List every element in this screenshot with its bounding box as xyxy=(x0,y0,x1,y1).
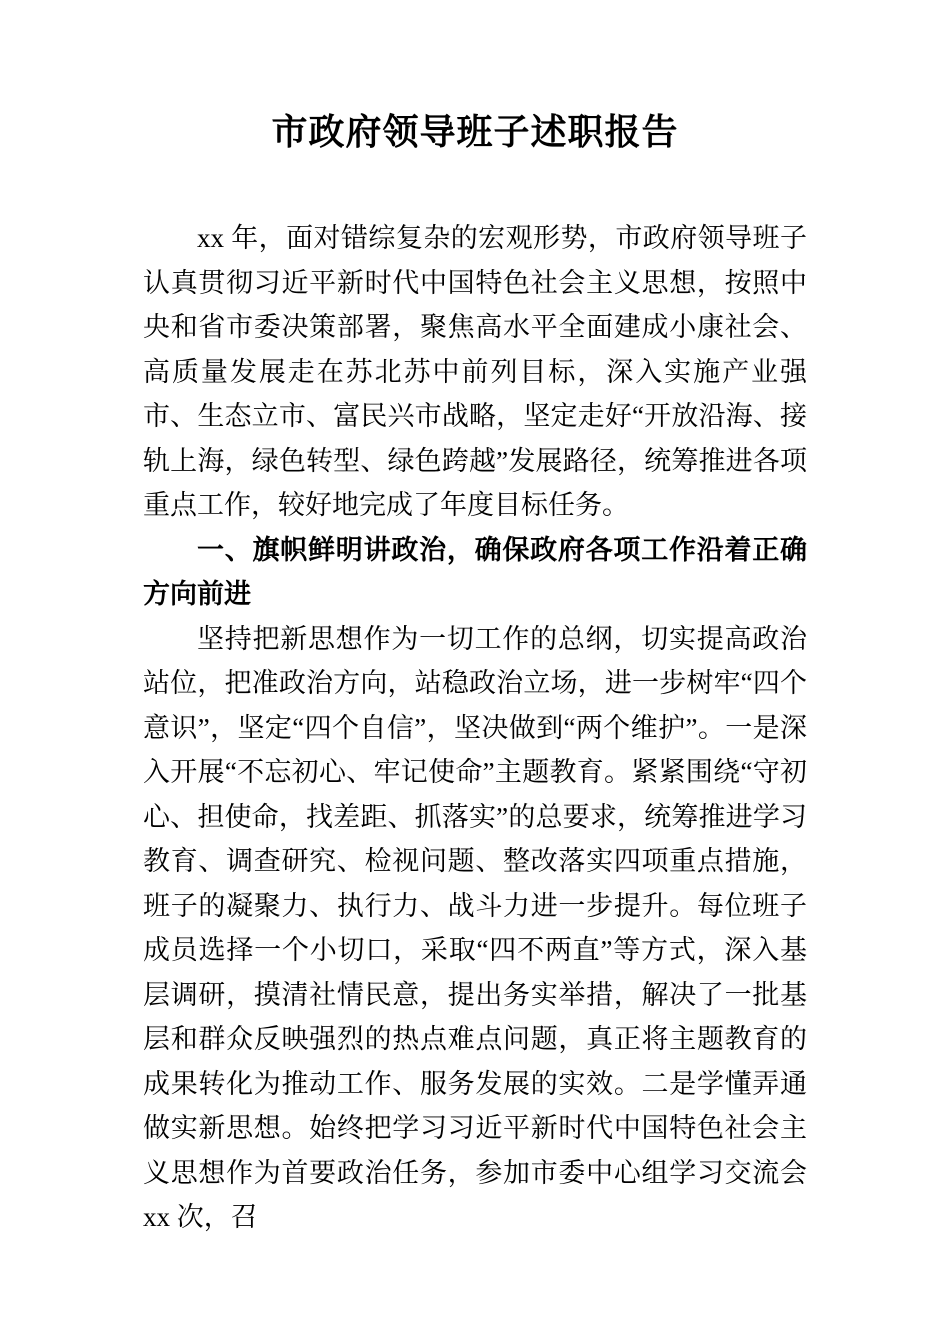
document-title: 市政府领导班子述职报告 xyxy=(271,112,679,152)
intro-paragraph: xx 年，面对错综复杂的宏观形势，市政府领导班子认真贯彻习近平新时代中国特色社会主义思想，按照中央和省市委决策部署，聚焦高水平全面建成小康社会、高质量发展走在苏北苏中前列目标，深入实施产业强市、生态立市、富民兴市战略，坚定走好“开放沿海、接轨上海，绿色转型、绿色跨越”发展路径，统筹推进各项重点工作，较好地完成了年度目标任务。 xyxy=(143,223,807,520)
section-heading-1: 一、旗帜鲜明讲政治，确保政府各项工作沿着正确方向前进 xyxy=(143,534,807,609)
section-1-paragraph: 坚持把新思想作为一切工作的总纲，切实提高政治站位，把准政治方向，站稳政治立场，进一步树牢“四个意识”，坚定“四个自信”，坚决做到“两个维护”。一是深入开展“不忘初心、牢记使命”主题教育。紧紧围绕“守初心、担使命，找差距、抓落实”的总要求，统筹推进学习教育、调查研究、检视问题、整改落实四项重点措施，班子的凝聚力、执行力、战斗力进一步提升。每位班子成员选择一个小切口，采取“四不两直”等方式，深入基层调研，摸清社情民意，提出务实举措，解决了一批基层和群众反映强烈的热点难点问题，真正将主题教育的成果转化为推动工作、服务发展的实效。二是学懂弄通做实新思想。始终把学习习近平新时代中国特色社会主义思想作为首要政治任务，参加市委中心组学习交流会 xx 次，召 xyxy=(143,623,807,1232)
